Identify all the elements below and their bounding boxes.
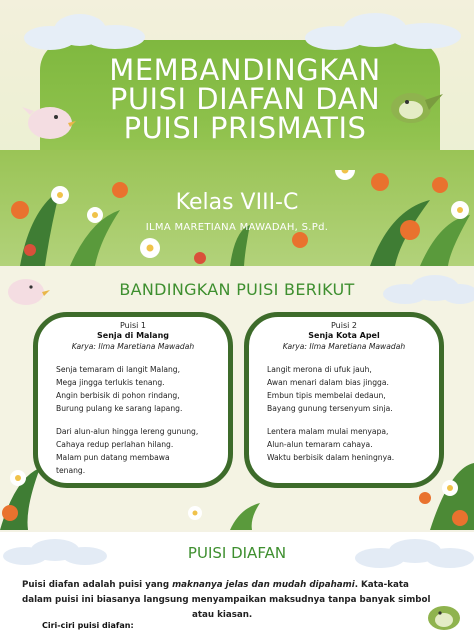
- poem-card: [244, 312, 444, 488]
- title-slide: [0, 0, 474, 266]
- compare-slide: [0, 268, 474, 530]
- poem-line: Langit merona di ufuk jauh,: [267, 365, 372, 374]
- poem-line: Angin berbisik di pohon rindang,: [56, 391, 180, 400]
- poem-stanza: [38, 425, 228, 477]
- author-name: ILMA MARETIANA MAWADAH, S.Pd.: [145, 222, 329, 233]
- section-heading: PUISI DIAFAN: [187, 544, 287, 562]
- paragraph-emphasis: maknanya jelas dan mudah dipahami: [172, 580, 355, 590]
- poem-number: Puisi 2: [331, 321, 357, 330]
- poem-line: Waktu berbisik dalam heningnya.: [267, 453, 395, 462]
- poem-line: Mega jingga terlukis tenang.: [56, 378, 165, 387]
- paragraph-text: . Kata-kata: [354, 580, 409, 590]
- poem-line: Lentera malam mulai menyapa,: [267, 427, 389, 436]
- title-line: PUISI DIAFAN DAN: [109, 82, 381, 116]
- cloud-illustration: [300, 10, 470, 55]
- flower-illustration: [0, 170, 474, 266]
- poem-line: Embun tipis membelai dedaun,: [267, 391, 386, 400]
- poem-line: Malam pun datang membawa: [56, 453, 170, 462]
- poem-line: tenang.: [56, 466, 86, 475]
- poem-card: [33, 312, 233, 488]
- title-line: MEMBANDINGKAN: [109, 53, 381, 87]
- characteristics-label: Ciri-ciri puisi diafan:: [42, 621, 134, 630]
- poem-line: Bayang gunung tersenyum sinja.: [267, 404, 393, 413]
- class-subtitle: Kelas VIII-C: [175, 190, 299, 215]
- poem-line: Senja temaram di langit Malang,: [56, 365, 181, 374]
- poem-stanza: [38, 363, 228, 415]
- poem-line: Alun-alun temaram cahaya.: [267, 440, 373, 449]
- slide-title: [95, 53, 395, 145]
- poem-stanza: [249, 425, 439, 464]
- paragraph-text: atau kiasan.: [192, 610, 253, 620]
- poem-line: Cahaya redup perlahan hilang.: [56, 440, 174, 449]
- paragraph-text: Puisi diafan adalah puisi yang: [22, 580, 173, 590]
- poem-line: Burung pulang ke sarang lapang.: [56, 404, 183, 413]
- definition-paragraph: [22, 578, 452, 623]
- poem-title: Senja Kota Apel: [308, 331, 380, 340]
- poem-number: Puisi 1: [120, 321, 146, 330]
- cloud-illustration: [20, 12, 150, 52]
- title-line: PUISI PRISMATIS: [123, 111, 367, 145]
- poem-stanza: [249, 363, 439, 415]
- poem-title: Senja di Malang: [97, 331, 169, 340]
- section-heading: BANDINGKAN PUISI BERIKUT: [119, 280, 355, 299]
- definition-slide: [0, 532, 474, 632]
- bird-illustration: [20, 95, 80, 145]
- poem-author: Karya: Ilma Maretiana Mawadah: [71, 342, 195, 351]
- poem-line: Awan menari dalam bias jingga.: [267, 378, 389, 387]
- poem-author: Karya: Ilma Maretiana Mawadah: [282, 342, 406, 351]
- poem-line: Dari alun-alun hingga lereng gunung,: [56, 427, 199, 436]
- paragraph-text: dalam puisi ini biasanya langsung menyampaikan maksudnya tanpa banyak simbol: [22, 595, 431, 605]
